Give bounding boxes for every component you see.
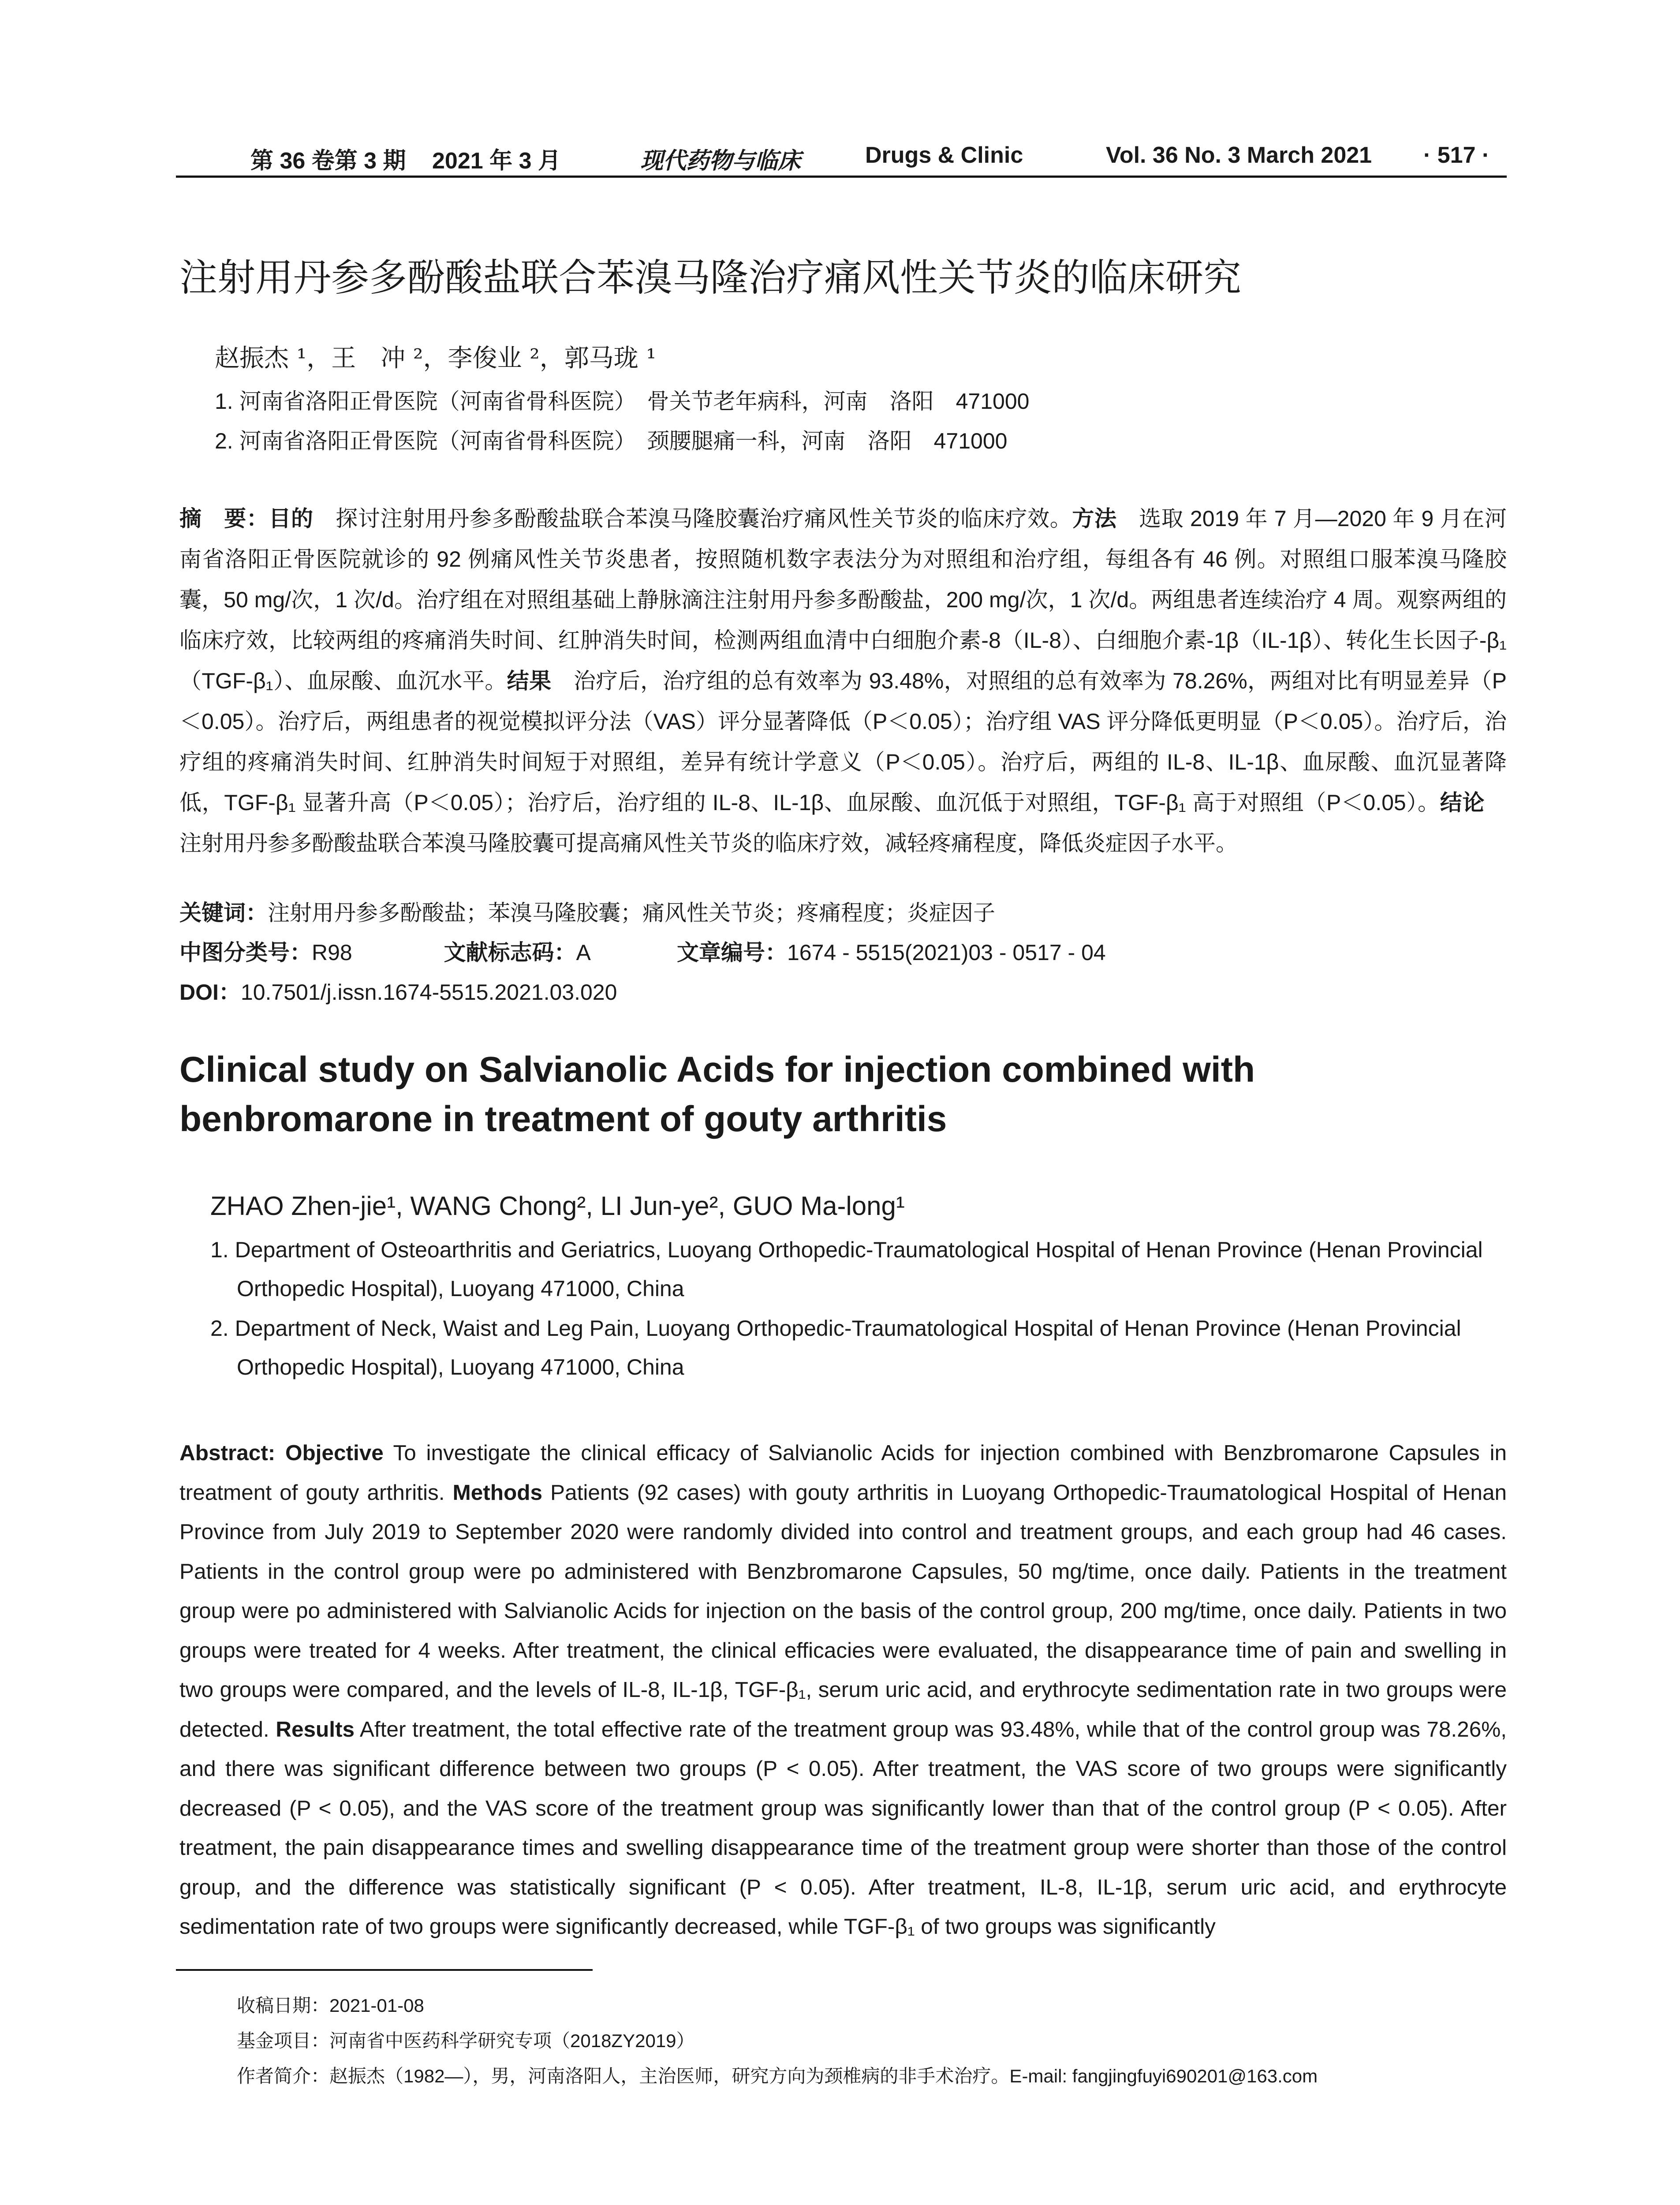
abstract-cn-methods: 选取 2019 年 7 月—2020 年 9 月在河南省洛阳正骨医院就诊的 92 例痛风性关节炎患者，按照随机数字表法分为对照组和治疗组，每组各有 46 例。对照组口服苯溴马隆胶囊，50 mg/次，1 次/d。治疗组在对照组基础上静脉滴注注射用丹参多酚酸盐，200 mg/次，1 次/d。两组患者连续治疗 4 周。观察两组的临床疗效，比较两组的疼痛消失时间、红肿消失时间，检测两组血清中白细胞介素-8（IL-8）、白细胞介素-1β（IL-1β）、转化生长因子-β₁（TGF-β₁）、血尿酸、血沉水平。 [179,506,1507,693]
doc-code-label: 文献标志码： [444,940,576,965]
classification-line [179,935,1106,967]
header-date-cn: 2021 年 3 月 [432,148,561,174]
header-journal-en: Drugs & Clinic [865,142,1023,168]
keywords-cn-text: 注射用丹参多酚酸盐；苯溴马隆胶囊；痛风性关节炎；疼痛程度；炎症因子 [268,901,995,925]
abstract-cn-results: 治疗后，治疗组的总有效率为 93.48%，对照组的总有效率为 78.26%，两组对比有明显差异（P＜0.05）。治疗后，两组患者的视觉模拟评分法（VAS）评分显著降低（P＜0.05）；治疗组 VAS 评分降低更明显（P＜0.05）。治疗后，治疗组的疼痛消失时间、红肿消失时间短于对照组，差异有统计学意义（P＜0.05）。治疗后，两组的 IL-8、IL-1β、血尿酸、血沉显著降低，TGF-β₁ 显著升高（P＜0.05）；治疗后，治疗组的 IL-8、IL-1β、血尿酸、血沉低于对照组，TGF-β₁ 高于对照组（P＜0.05）。 [179,669,1507,815]
header-page-number: · 517 · [1423,142,1490,168]
authors-en: ZHAO Zhen-jie¹, WANG Chong², LI Jun-ye², GUO Ma-long¹ [210,1191,905,1221]
affiliation-cn-1: 1. 河南省洛阳正骨医院（河南省骨科医院） 骨关节老年病科，河南 洛阳 471000 [215,389,1030,414]
article-number-label: 文章编号： [676,940,787,965]
header-rule [176,176,1507,178]
footnote-rule [176,1969,593,1971]
header-volume-en: Vol. 36 No. 3 March 2021 [1106,142,1372,168]
footnote-fund: 基金项目：河南省中医药科学研究专项（2018ZY2019） [237,2030,695,2051]
abstract-en [179,1433,1507,1947]
abstract-cn-conclusion-label: 结论 [1440,790,1485,815]
abstract-en-label: Abstract: [179,1441,285,1465]
title-en: Clinical study on Salvianolic Acids for injection combined with benbromarone in treatment of gouty arthritis [179,1050,1255,1139]
abstract-en-methods: Patients (92 cases) with gouty arthritis in Luoyang Orthopedic-Traumatological Hospital of Henan Province from July 2019 to September 2020 were randomly divided into control and treatment groups, and each group had 46 cases. Patients in the control group were po administered with Benzbromarone Capsules, 50 mg/time, once daily. Patients in the treatment group were po administered with Salvianolic Acids for injection on the basis of the control group, 200 mg/time, once daily. Patients in two groups were treated for 4 weeks. After treatment, the clinical efficacies were evaluated, the disappearance time of pain and swelling in two groups were compared, and the levels of IL-8, IL-1β, TGF-β₁, serum uric acid, and erythrocyte sedimentation rate in two groups were detected. [179,1480,1507,1742]
footnote-received: 收稿日期：2021-01-08 [237,1995,424,2016]
authors-cn: 赵振杰 ¹，王 冲 ²，李俊业 ²，郭马珑 ¹ [215,344,656,373]
abstract-cn-methods-label: 方法 [1072,506,1117,531]
keywords-cn [179,895,995,927]
abstract-cn-objective: 探讨注射用丹参多酚酸盐联合苯溴马隆胶囊治疗痛风性关节炎的临床疗效。 [313,506,1072,531]
article-number-value: 1674 - 5515(2021)03 - 0517 - 04 [787,940,1106,965]
doi-value: 10.7501/j.issn.1674-5515.2021.03.020 [240,980,617,1005]
doc-code-value: A [576,940,590,965]
clc-label: 中图分类号： [179,940,312,965]
keywords-cn-label: 关键词： [179,901,268,925]
abstract-en-results: After treatment, the total effective rate of the treatment group was 93.48%, while that of the control group was 78.26%, and there was significant difference between two groups (P < 0.05). After treatment, the VAS score of two groups were significantly decreased (P < 0.05), and the VAS score of the treatment group was significantly lower than that of the control group (P < 0.05). After treatment, the pain disappearance times and swelling disappearance time of the treatment group were shorter than those of the control group, and the difference was statistically significant (P < 0.05). After treatment, IL-8, IL-1β, serum uric acid, and erythrocyte sedimentation rate of two groups were significantly decreased, while TGF-β₁ of two groups was significantly [179,1717,1507,1939]
abstract-en-objective: To investigate the clinical efficacy of Salvianolic Acids for injection combined with Benzbromarone Capsules in treatment of gouty arthritis. [179,1441,1507,1505]
abstract-cn-conclusion: 注射用丹参多酚酸盐联合苯溴马隆胶囊可提高痛风性关节炎的临床疗效，减轻疼痛程度，降低炎症因子水平。 [179,790,1507,856]
doi-label: DOI： [179,980,241,1005]
abstract-cn-label: 摘 要： [179,506,269,531]
abstract-en-objective-label: Objective [285,1441,384,1465]
affiliation-en-2: 2. Department of Neck, Waist and Leg Pain, Luoyang Orthopedic-Traumatological Hospital of Henan Province (Henan Provincial Orthopedic Hospital), Luoyang 471000, China [210,1316,1461,1379]
abstract-cn-objective-label: 目的 [269,506,314,531]
footnote-author: 作者简介：赵振杰（1982—），男，河南洛阳人，主治医师，研究方向为颈椎病的非手术治疗。E-mail: fangjingfuyi690201@163.com [237,2066,1318,2086]
abstract-cn [179,498,1507,863]
header-volume-cn: 第 36 卷第 3 期 [250,148,406,174]
abstract-cn-results-label: 结果 [507,669,552,693]
header-journal-cn: 现代药物与临床 [640,147,801,174]
doi-line [179,975,617,1006]
affiliation-en-1: 1. Department of Osteoarthritis and Geriatrics, Luoyang Orthopedic-Traumatological Hospital of Henan Province (Henan Provincial Orthopedic Hospital), Luoyang 471000, China [210,1237,1483,1301]
abstract-en-results-label: Results [276,1717,355,1742]
abstract-en-methods-label: Methods [452,1480,543,1505]
clc-value: R98 [312,940,352,965]
title-cn: 注射用丹参多酚酸盐联合苯溴马隆治疗痛风性关节炎的临床研究 [179,256,1241,300]
affiliation-cn-2: 2. 河南省洛阳正骨医院（河南省骨科医院） 颈腰腿痛一科，河南 洛阳 471000 [215,429,1008,453]
